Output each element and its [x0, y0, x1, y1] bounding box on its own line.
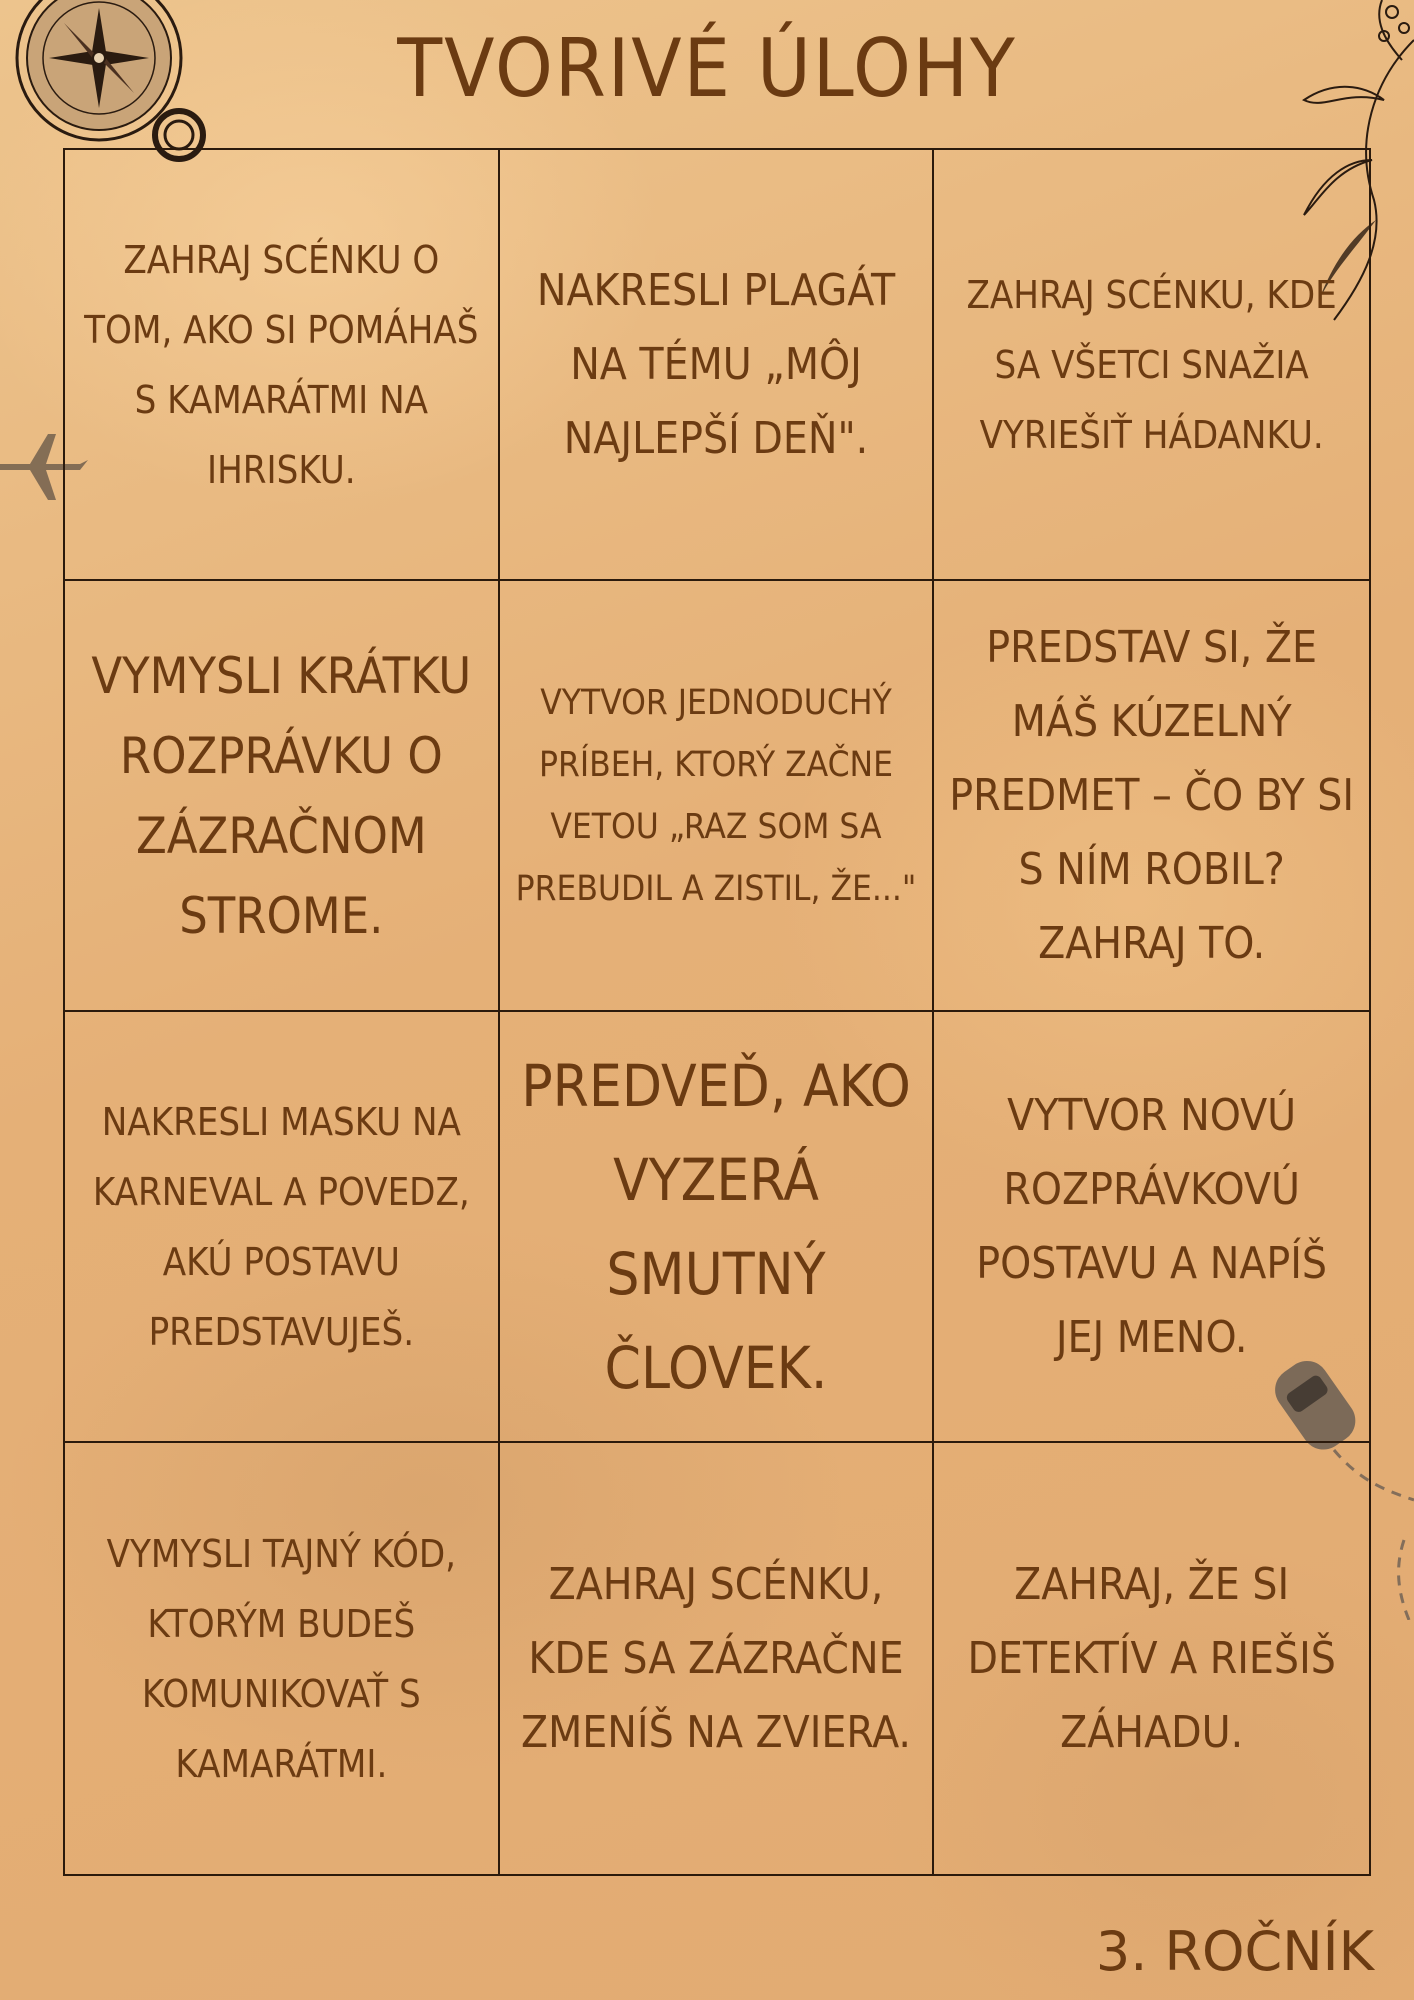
grade-label: 3. ROČNÍK	[1095, 1920, 1374, 1983]
task-cell	[65, 150, 500, 581]
task-cell	[500, 1443, 935, 1874]
task-text: VYTVOR NOVÚ ROZPRÁVKOVÚ POSTAVU A NAPÍŠ JEJ MENO.	[976, 1089, 1328, 1363]
task-text: ZAHRAJ, ŽE SI DETEKTÍV A RIEŠIŠ ZÁHADU.	[967, 1558, 1336, 1758]
task-text: VYMYSLI TAJNÝ KÓD, KTORÝM BUDEŠ KOMUNIKOVAŤ S KAMARÁTMI.	[106, 1531, 457, 1786]
task-cell	[65, 1012, 500, 1443]
task-text: PREDSTAV SI, ŽE MÁŠ KÚZELNÝ PREDMET – ČO BY SI S NÍM ROBIL? ZAHRAJ TO.	[949, 621, 1355, 969]
task-cell	[934, 1443, 1369, 1874]
task-cell	[500, 581, 935, 1012]
task-cell	[500, 1012, 935, 1443]
task-cell	[500, 150, 935, 581]
page-title: TVORIVÉ ÚLOHY	[397, 22, 1017, 115]
task-text: ZAHRAJ SCÉNKU, KDE SA VŠETCI SNAŽIA VYRIEŠIŤ HÁDANKU.	[966, 272, 1337, 457]
task-text: VYMYSLI KRÁTKU ROZPRÁVKU O ZÁZRAČNOM STROME.	[91, 646, 472, 945]
task-cell	[934, 150, 1369, 581]
compass-icon	[4, 0, 214, 170]
task-text: ZAHRAJ SCÉNKU, KDE SA ZÁZRAČNE ZMENÍŠ NA ZVIERA.	[521, 1558, 911, 1758]
task-cell	[934, 1012, 1369, 1443]
task-cell	[65, 581, 500, 1012]
task-grid	[63, 148, 1371, 1876]
task-text: NAKRESLI MASKU NA KARNEVAL A POVEDZ, AKÚ POSTAVU PREDSTAVUJEŠ.	[92, 1099, 470, 1354]
task-text: VYTVOR JEDNODUCHÝ PRÍBEH, KTORÝ ZAČNE VETOU „RAZ SOM SA PREBUDIL A ZISTIL, ŽE..."	[515, 682, 917, 909]
task-text: PREDVEĎ, AKO VYZERÁ SMUTNÝ ČLOVEK.	[521, 1051, 911, 1402]
task-text: NAKRESLI PLAGÁT NA TÉMU „MÔJ NAJLEPŠÍ DEŇ".	[536, 264, 896, 464]
task-cell	[65, 1443, 500, 1874]
task-cell	[934, 581, 1369, 1012]
task-text: ZAHRAJ SCÉNKU O TOM, AKO SI POMÁHAŠ S KAMARÁTMI NA IHRISKU.	[84, 237, 479, 492]
